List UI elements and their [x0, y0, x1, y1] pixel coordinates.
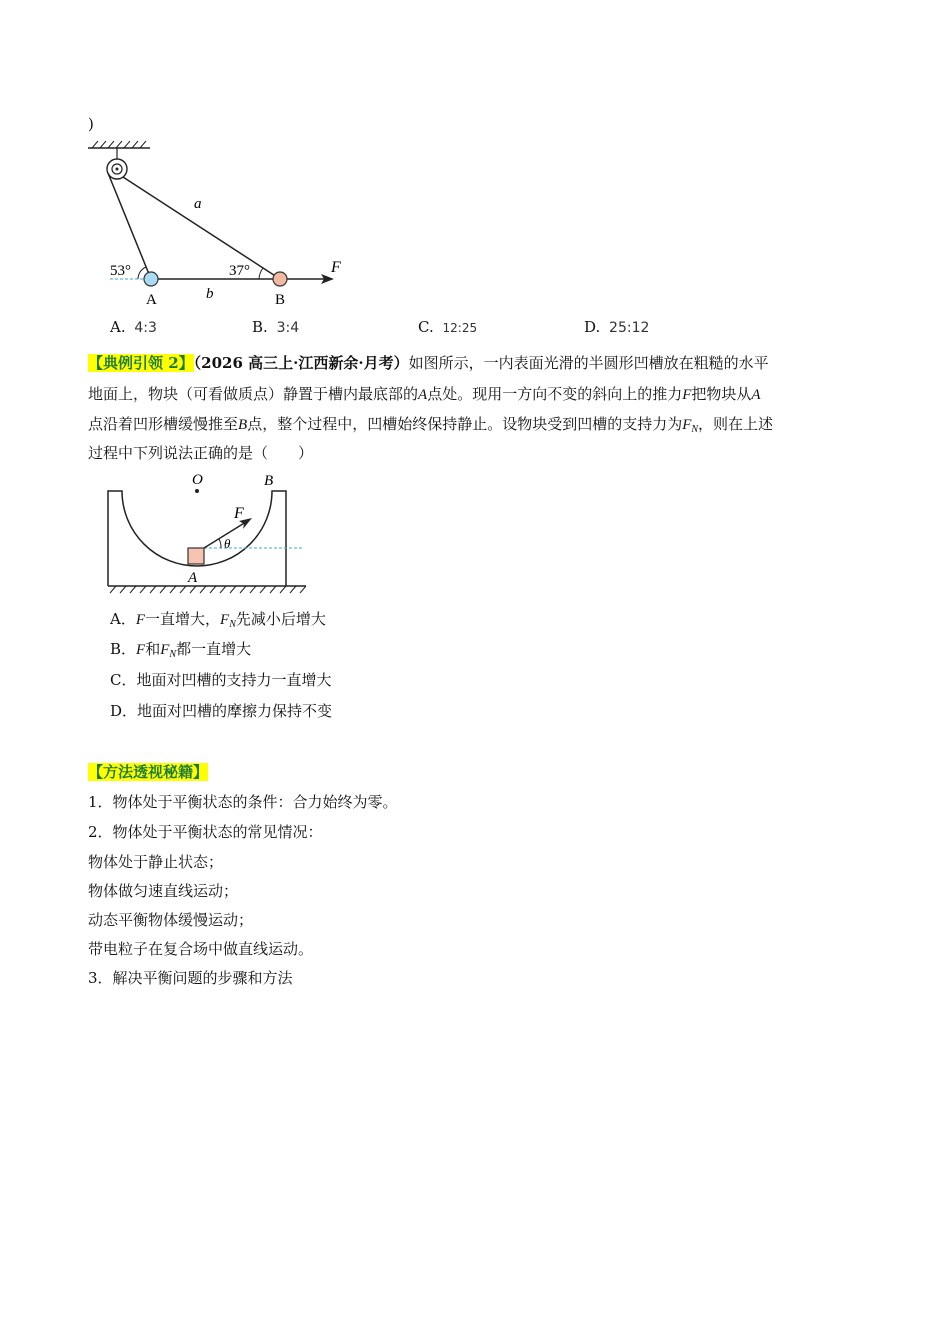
text: 点，整个过程中，凹槽始终保持静止。设物块受到凹槽的支持力为	[247, 415, 683, 433]
example-text: 如图所示，一内表面光滑的半圆形凹槽放在粗糙的水平	[408, 354, 769, 372]
option-letter: A.	[110, 318, 126, 336]
option-a[interactable]	[110, 609, 326, 635]
option-letter: B．	[110, 640, 137, 658]
label-a: a	[194, 196, 202, 212]
ball-a	[144, 272, 158, 286]
option-b[interactable]	[110, 639, 251, 665]
option-text: 地面对凹槽的支持力一直增大	[136, 671, 332, 689]
label-point-a: A	[146, 292, 157, 308]
var-a: A	[418, 387, 428, 403]
label-force-f: F	[331, 259, 341, 276]
option-a[interactable]	[110, 317, 157, 338]
text: 把物块从	[691, 385, 752, 403]
option-letter: C．	[110, 671, 137, 689]
text: 点处。现用一方向不变的斜向上的推力	[427, 385, 683, 403]
option-value: 3:4	[276, 320, 300, 336]
example-source: （2026 高三上·江西新余·月考）	[193, 354, 409, 372]
figure-pulley-strings	[88, 138, 358, 310]
label-angle-53: 53°	[110, 263, 131, 279]
text: 地面上，物块（可看做质点）静置于槽内最底部的	[88, 385, 419, 403]
label-point-b: B	[275, 292, 286, 308]
option-c[interactable]	[110, 670, 332, 690]
label-force-f: F	[234, 505, 244, 522]
option-value: 4:3	[134, 320, 157, 336]
method-item: 物体处于静止状态；	[88, 853, 224, 871]
var-f: F	[220, 612, 230, 628]
var-f: F	[160, 642, 170, 658]
option-text: 地面对凹槽的摩擦力保持不变	[137, 702, 333, 720]
method-item: 动态平衡物体缓慢运动；	[88, 911, 254, 929]
method-item: 带电粒子在复合场中做直线运动。	[88, 940, 314, 958]
label-theta: θ	[224, 536, 231, 551]
method-title-text: 【方法透视秘籍】	[88, 763, 209, 781]
example2-line3	[88, 414, 773, 440]
method-item: 3．解决平衡问题的步骤和方法	[88, 969, 293, 987]
subscript-n: N	[691, 424, 699, 435]
label-a: A	[188, 570, 198, 586]
option-letter: C.	[418, 318, 434, 336]
method-item: 2．物体处于平衡状态的常见情况：	[88, 823, 323, 841]
block	[188, 548, 204, 564]
label-angle-37: 37°	[229, 263, 250, 279]
label-o: O	[192, 472, 203, 488]
figure-semicircle-groove	[88, 466, 310, 600]
method-item: 1．物体处于平衡状态的条件：合力始终为零。	[88, 793, 398, 811]
var-f: F	[136, 642, 146, 658]
option-value: 12:25	[442, 321, 478, 335]
method-section-title	[88, 762, 208, 782]
option-text: 一直增大，	[145, 610, 221, 628]
text: ，则在上述	[698, 415, 774, 433]
ball-b	[273, 272, 287, 286]
label-b: B	[264, 473, 274, 489]
example2-line1	[88, 353, 769, 373]
example2-line2	[88, 384, 761, 405]
method-item: 物体做匀速直线运动；	[88, 882, 239, 900]
subscript-n: N	[229, 619, 236, 630]
example2-line4: 过程中下列说法正确的是（ ）	[88, 444, 314, 462]
option-b[interactable]	[252, 317, 299, 338]
label-b: b	[206, 286, 214, 302]
option-letter: D.	[584, 318, 601, 336]
option-letter: B.	[252, 318, 268, 336]
option-value: 25:12	[609, 320, 650, 336]
example-tag: 【典例引领 2】	[88, 354, 194, 372]
option-text: 和	[145, 640, 161, 658]
option-d[interactable]	[110, 701, 332, 721]
option-text: 都一直增大	[176, 640, 252, 658]
option-letter: D．	[110, 702, 138, 720]
var-f: F	[682, 387, 692, 403]
var-b: B	[238, 417, 248, 433]
option-letter: A．	[110, 610, 136, 628]
subscript-n: N	[169, 649, 177, 660]
text: 点沿着凹形槽缓慢推至	[88, 415, 239, 433]
prev-question-tail: )	[88, 115, 94, 133]
option-text: 先减小后增大	[235, 610, 326, 628]
var-a: A	[751, 387, 761, 403]
var-f: F	[682, 417, 692, 433]
option-d[interactable]	[584, 317, 649, 338]
var-f: F	[135, 612, 146, 628]
option-c[interactable]	[418, 317, 477, 338]
